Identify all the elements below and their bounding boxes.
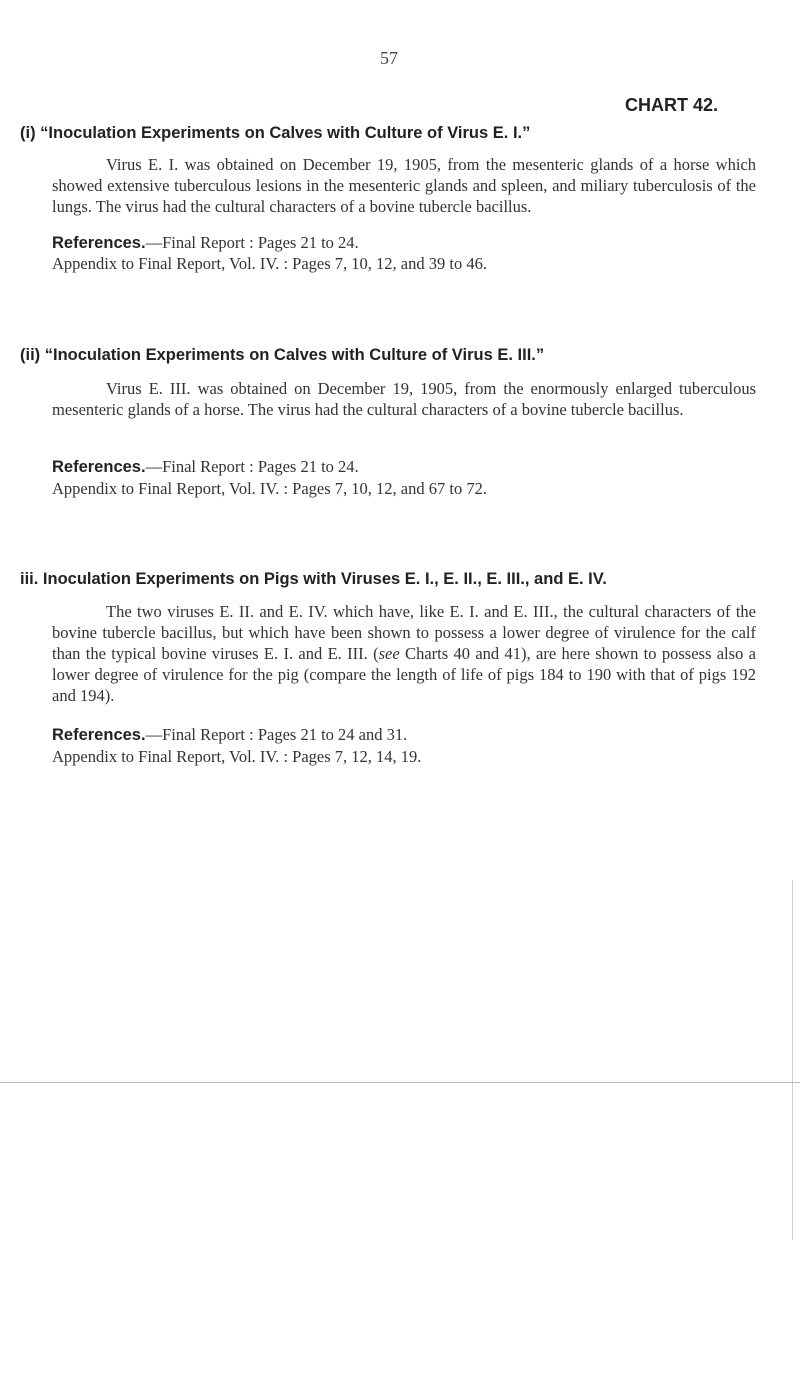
section-1-paragraph: Virus E. I. was obtained on December 19, 1905, from the mesenteric glands of a horse which showed extensive tuberculous lesions in the mesenteric glands and spleen, and miliary tuberculosis of the lungs. The virus had the cultural characters of a bovine tubercle bacillus.	[52, 155, 756, 216]
section-3-ref-line2: Appendix to Final Report, Vol. IV. : Pages 7, 12, 14, 19.	[52, 747, 422, 766]
scan-edge-line	[792, 880, 793, 1240]
section-3-ref-line1: —Final Report : Pages 21 to 24 and 31.	[145, 725, 408, 744]
section-2-ref-line2: Appendix to Final Report, Vol. IV. : Pages 7, 10, 12, and 67 to 72.	[52, 479, 487, 498]
section-1-references	[52, 232, 359, 254]
section-3-ref-label: References.	[52, 726, 146, 744]
section-3-body-post: Charts 40 and 41), are here shown to possess also a lower degree of virulence for the pig (compare the length of life of pigs 184 to 190 with that of pigs 192 and 194).	[52, 644, 756, 705]
section-3-body-pre: The two viruses E. II. and E. IV. which have, like E. I. and E. III., the cultural characters of the bovine tubercle bacillus, but which have been shown to possess a lower degree of virulence for the calf than the typical bovine viruses E. I. and E. III. (	[52, 602, 756, 663]
chart-label: CHART 42.	[624, 95, 718, 115]
section-2-ref-label: References.	[52, 458, 146, 476]
section-2-references	[52, 456, 359, 478]
section-3-heading: iii. Inoculation Experiments on Pigs with Viruses E. I., E. II., E. III., and E. IV.	[20, 570, 607, 588]
section-2-body	[52, 378, 756, 420]
section-2-paragraph: Virus E. III. was obtained on December 19, 1905, from the enormously enlarged tuberculous mesenteric glands of a horse. The virus had the cultural characters of a bovine tubercle bacillus.	[52, 379, 756, 419]
section-3-paragraph	[52, 601, 756, 706]
section-3-body-see: see	[378, 644, 400, 663]
section-2-ref-line1: —Final Report : Pages 21 to 24.	[145, 457, 359, 476]
page-number: 57	[380, 48, 398, 68]
section-3-references	[52, 724, 407, 746]
section-1-ref-line1: —Final Report : Pages 21 to 24.	[145, 233, 359, 252]
section-1-ref-line2: Appendix to Final Report, Vol. IV. : Pages 7, 10, 12, and 39 to 46.	[52, 254, 487, 273]
section-1-heading: (i) “Inoculation Experiments on Calves with Culture of Virus E. I.”	[20, 124, 531, 142]
section-1-ref-label: References.	[52, 234, 146, 252]
scan-rule-line	[0, 1082, 800, 1083]
section-1-body	[52, 154, 756, 217]
section-2-heading: (ii) “Inoculation Experiments on Calves with Culture of Virus E. III.”	[20, 346, 545, 364]
section-3-body	[52, 601, 756, 706]
